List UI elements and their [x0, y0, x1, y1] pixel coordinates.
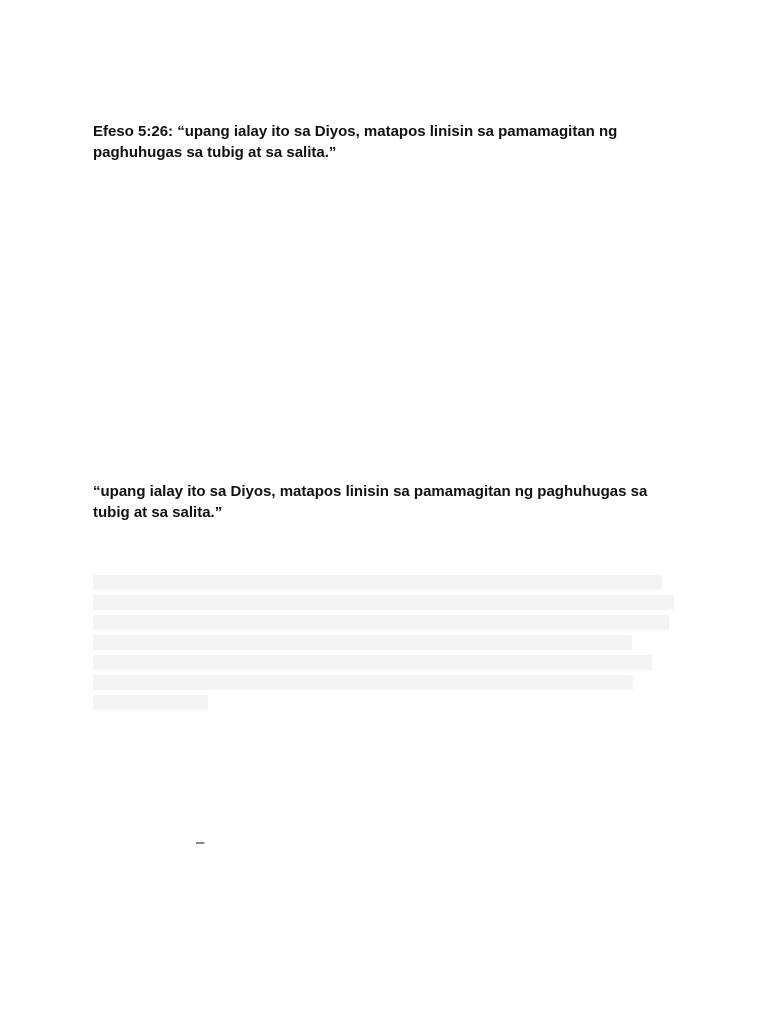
placeholder-line — [93, 615, 669, 630]
placeholder-line — [93, 595, 674, 610]
placeholder-line — [93, 675, 633, 690]
placeholder-line — [93, 655, 652, 670]
placeholder-line — [93, 575, 662, 590]
verse-quote: “upang ialay ito sa Diyos, matapos linisin sa pamamagitan ng paghuhugas sa tubig at sa salita.” — [93, 483, 648, 521]
placeholder-line — [93, 635, 632, 650]
verse-heading: Efeso 5:26: “upang ialay ito sa Diyos, matapos linisin sa pamamagitan ng paghuhugas sa tubig at sa salita.” — [93, 123, 618, 161]
dash-mark: – — [196, 834, 205, 851]
placeholder-line — [93, 695, 208, 710]
blurred-text-placeholder — [93, 575, 683, 715]
